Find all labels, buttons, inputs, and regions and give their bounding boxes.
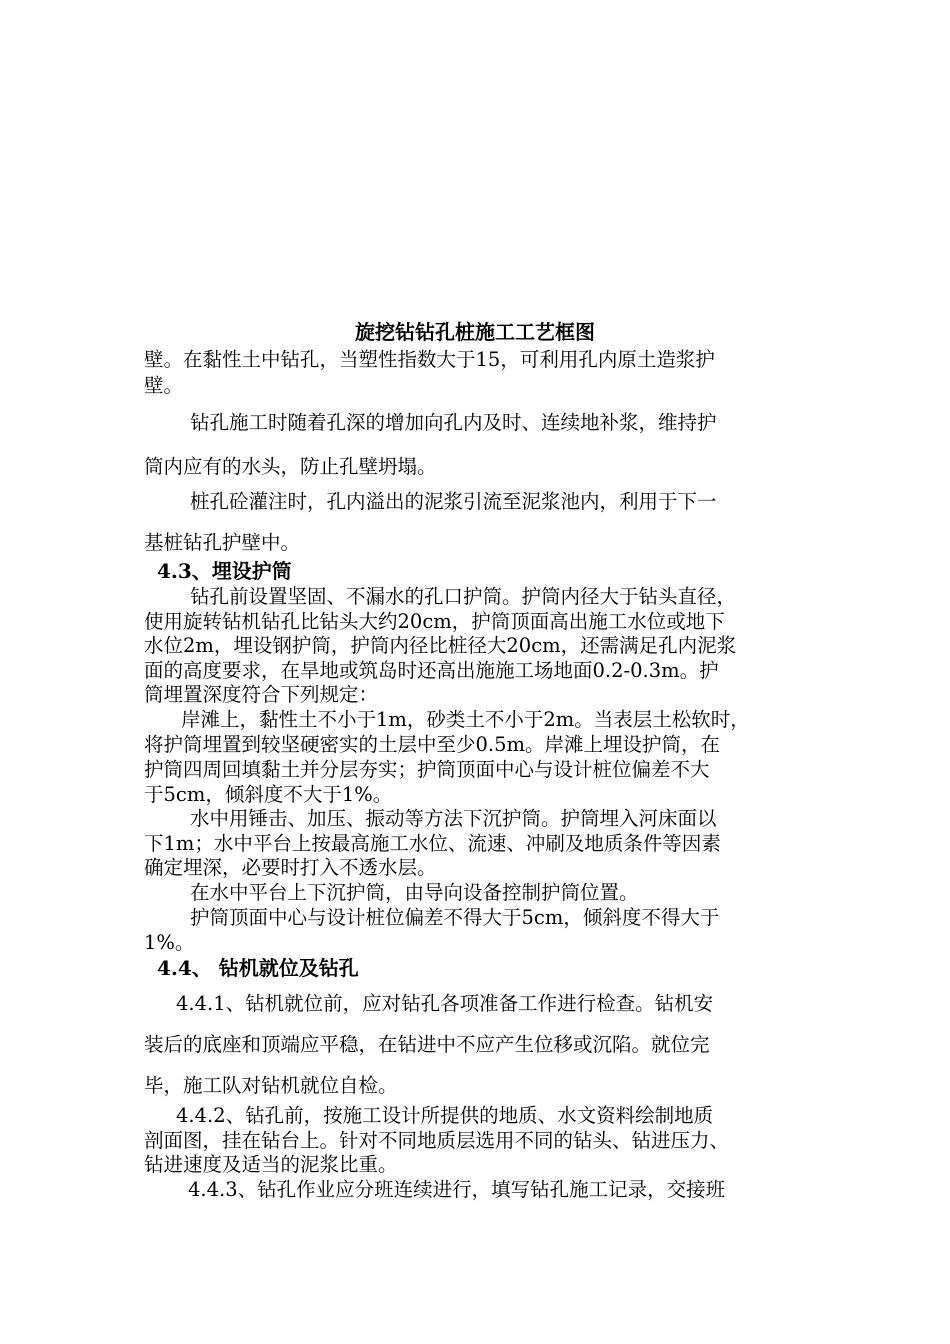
text-line: 筒埋置深度符合下列规定： bbox=[144, 683, 379, 706]
text-line: 使用旋转钻机钻孔比钻头大约20cm，护筒顶面高出施工水位或地下 bbox=[144, 610, 725, 633]
text-line: 于5cm，倾斜度不大于1%。 bbox=[144, 783, 393, 806]
text-line: 壁。 bbox=[144, 374, 184, 397]
text-line: 将护筒埋置到较坚硬密实的土层中至少0.5m。岸滩上埋设护筒，在 bbox=[144, 733, 721, 756]
document-title: 旋挖钻钻孔桩施工工艺框图 bbox=[355, 320, 595, 344]
text-line: 筒内应有的水头，防止孔壁坍塌。 bbox=[144, 455, 437, 478]
text-line: 岸滩上，黏性土不小于1m，砂类土不小于2m。当表层土松软时， bbox=[181, 708, 750, 731]
text-line: 水位2m，埋设钢护筒，护筒内径比桩径大20cm，还需满足孔内泥浆 bbox=[144, 634, 737, 657]
text-line: 1%。 bbox=[144, 931, 195, 954]
text-line: 确定埋深，必要时打入不透水层。 bbox=[144, 856, 437, 879]
text-line: 在水中平台上下沉护筒，由导向设备控制护筒位置。 bbox=[190, 881, 639, 904]
text-line: 桩孔砼灌注时，孔内溢出的泥浆引流至泥浆池内，利用于下一 bbox=[190, 490, 717, 513]
text-line: 4.4.3、钻孔作业应分班连续进行，填写钻孔施工记录，交接班 bbox=[188, 1178, 726, 1201]
text-line: 基桩钻孔护壁中。 bbox=[144, 531, 301, 554]
text-line: 护筒四周回填黏土并分层夯实；护筒顶面中心与设计桩位偏差不大 bbox=[144, 758, 710, 781]
text-line: 水中用锤击、加压、振动等方法下沉护筒。护筒埋入河床面以 bbox=[190, 807, 717, 830]
text-line: 面的高度要求，在旱地或筑岛时还高出施施工场地面0.2-0.3m。护 bbox=[144, 659, 719, 682]
text-line: 钻孔施工时随着孔深的增加向孔内及时、连续地补浆，维持护 bbox=[190, 411, 717, 434]
text-line: 壁。在黏性土中钻孔，当塑性指数大于15，可利用孔内原土造浆护 bbox=[144, 348, 715, 371]
text-line: 钻进速度及适当的泥浆比重。 bbox=[144, 1153, 398, 1176]
text-line: 4.4.1、钻机就位前，应对钻孔各项准备工作进行检查。钻机安 bbox=[176, 992, 714, 1015]
text-line: 4.4.2、钻孔前，按施工设计所提供的地质、水文资料绘制地质 bbox=[176, 1104, 714, 1127]
text-line: 护筒顶面中心与设计桩位偏差不得大于5cm，倾斜度不得大于 bbox=[190, 906, 720, 929]
section-heading-4-3: 4.3、埋设护筒 bbox=[157, 559, 292, 583]
text-line: 下1m；水中平台上按最高施工水位、流速、冲刷及地质条件等因素 bbox=[144, 832, 721, 855]
text-line: 钻孔前设置坚固、不漏水的孔口护筒。护筒内径大于钻头直径， bbox=[190, 585, 737, 608]
text-line: 装后的底座和顶端应平稳，在钻进中不应产生位移或沉陷。就位完 bbox=[144, 1033, 710, 1056]
text-line: 毕，施工队对钻机就位自检。 bbox=[144, 1074, 398, 1097]
section-heading-4-4: 4.4、 钻机就位及钻孔 bbox=[157, 956, 359, 980]
text-line: 剖面图，挂在钻台上。针对不同地质层选用不同的钻头、钻进压力、 bbox=[144, 1129, 730, 1152]
